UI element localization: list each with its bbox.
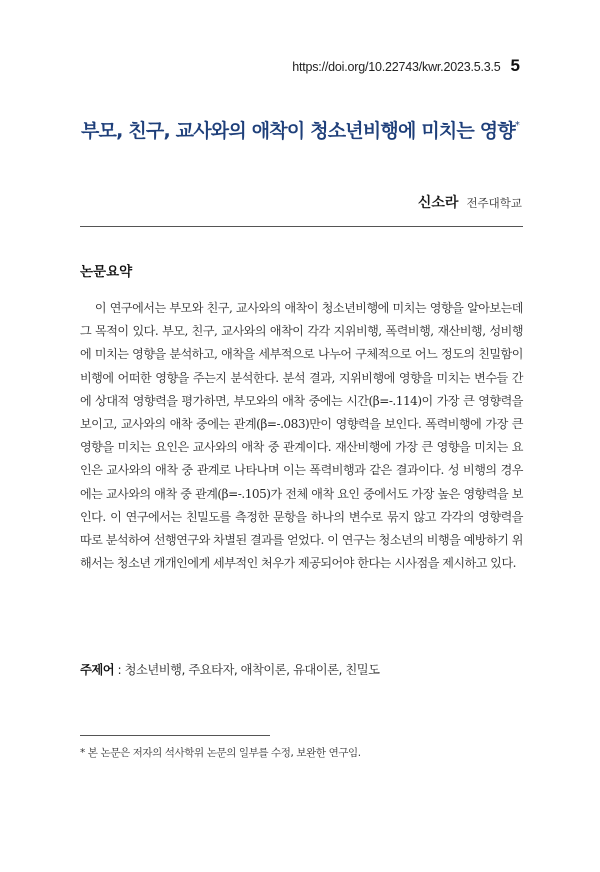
running-header	[292, 56, 520, 76]
keywords-label: 주제어	[80, 663, 115, 677]
paper-title-text: 부모, 친구, 교사와의 애착이 청소년비행에 미치는 영향	[81, 120, 515, 142]
page-number: 5	[510, 56, 520, 75]
keywords-separator: :	[114, 663, 125, 677]
footnote: * 본 논문은 저자의 석사학위 논문의 일부를 수정, 보완한 연구임.	[80, 747, 361, 759]
author-name: 신소라	[417, 195, 459, 211]
header-divider	[80, 226, 523, 227]
title-footnote-mark: *	[514, 119, 520, 131]
abstract-indent	[80, 301, 95, 315]
paper-title	[81, 116, 560, 143]
keywords	[80, 660, 523, 678]
footnote-divider	[80, 735, 270, 736]
author-block	[418, 192, 522, 212]
abstract-heading: 논문요약	[80, 264, 133, 280]
abstract-text: 이 연구에서는 부모와 친구, 교사와의 애착이 청소년비행에 미치는 영향을 알아보는데 그 목적이 있다. 부모, 친구, 교사와의 애착이 각각 지위비행, 폭력비행, 재산비행, 성비행에 미치는 영향을 분석하고, 애착을 세부적으로 나누어 구체적으로 어느 정도의 친밀함이 비행에 어떠한 영향을 주는지 분석한다. 분석 결과, 지위비행에 영향을 미치는 변수들 간에 상대적 영향력을 평가하면, 부모와의 애착 중에는 시간(β=-.114)이 가장 큰 영향력을 보이고, 교사와의 애착 중에는 관계(β=-.083)만이 영향력을 보인다. 폭력비행에 가장 큰 영향을 미치는 요인은 교사와의 애착 중 관계이다. 재산비행에 가장 큰 영향을 미치는 요인은 교사와의 애착 중 관계로 나타나며 이는 폭력비행과 같은 결과이다. 성 비행의 경우에는 교사와의 애착 중 관계(β=-.105)가 전체 애착 요인 중에서도 가장 높은 영향력을 보인다. 이 연구에서는 친밀도를 측정한 문항을 하나의 변수로 묶지 않고 각각의 영향력을 따로 분석하여 선행연구와 차별된 결과를 얻었다. 이 연구는 청소년의 비행을 예방하기 위해서는 청소년 개개인에게 세부적인 처우가 제공되어야 한다는 시사점을 제시하고 있다.	[80, 301, 523, 571]
abstract-body	[80, 297, 523, 575]
keywords-list: 청소년비행, 주요타자, 애착이론, 유대이론, 친밀도	[124, 663, 380, 677]
doi-link[interactable]: https://doi.org/10.22743/kwr.2023.5.3.5	[292, 60, 501, 74]
author-affiliation: 전주대학교	[466, 196, 522, 210]
